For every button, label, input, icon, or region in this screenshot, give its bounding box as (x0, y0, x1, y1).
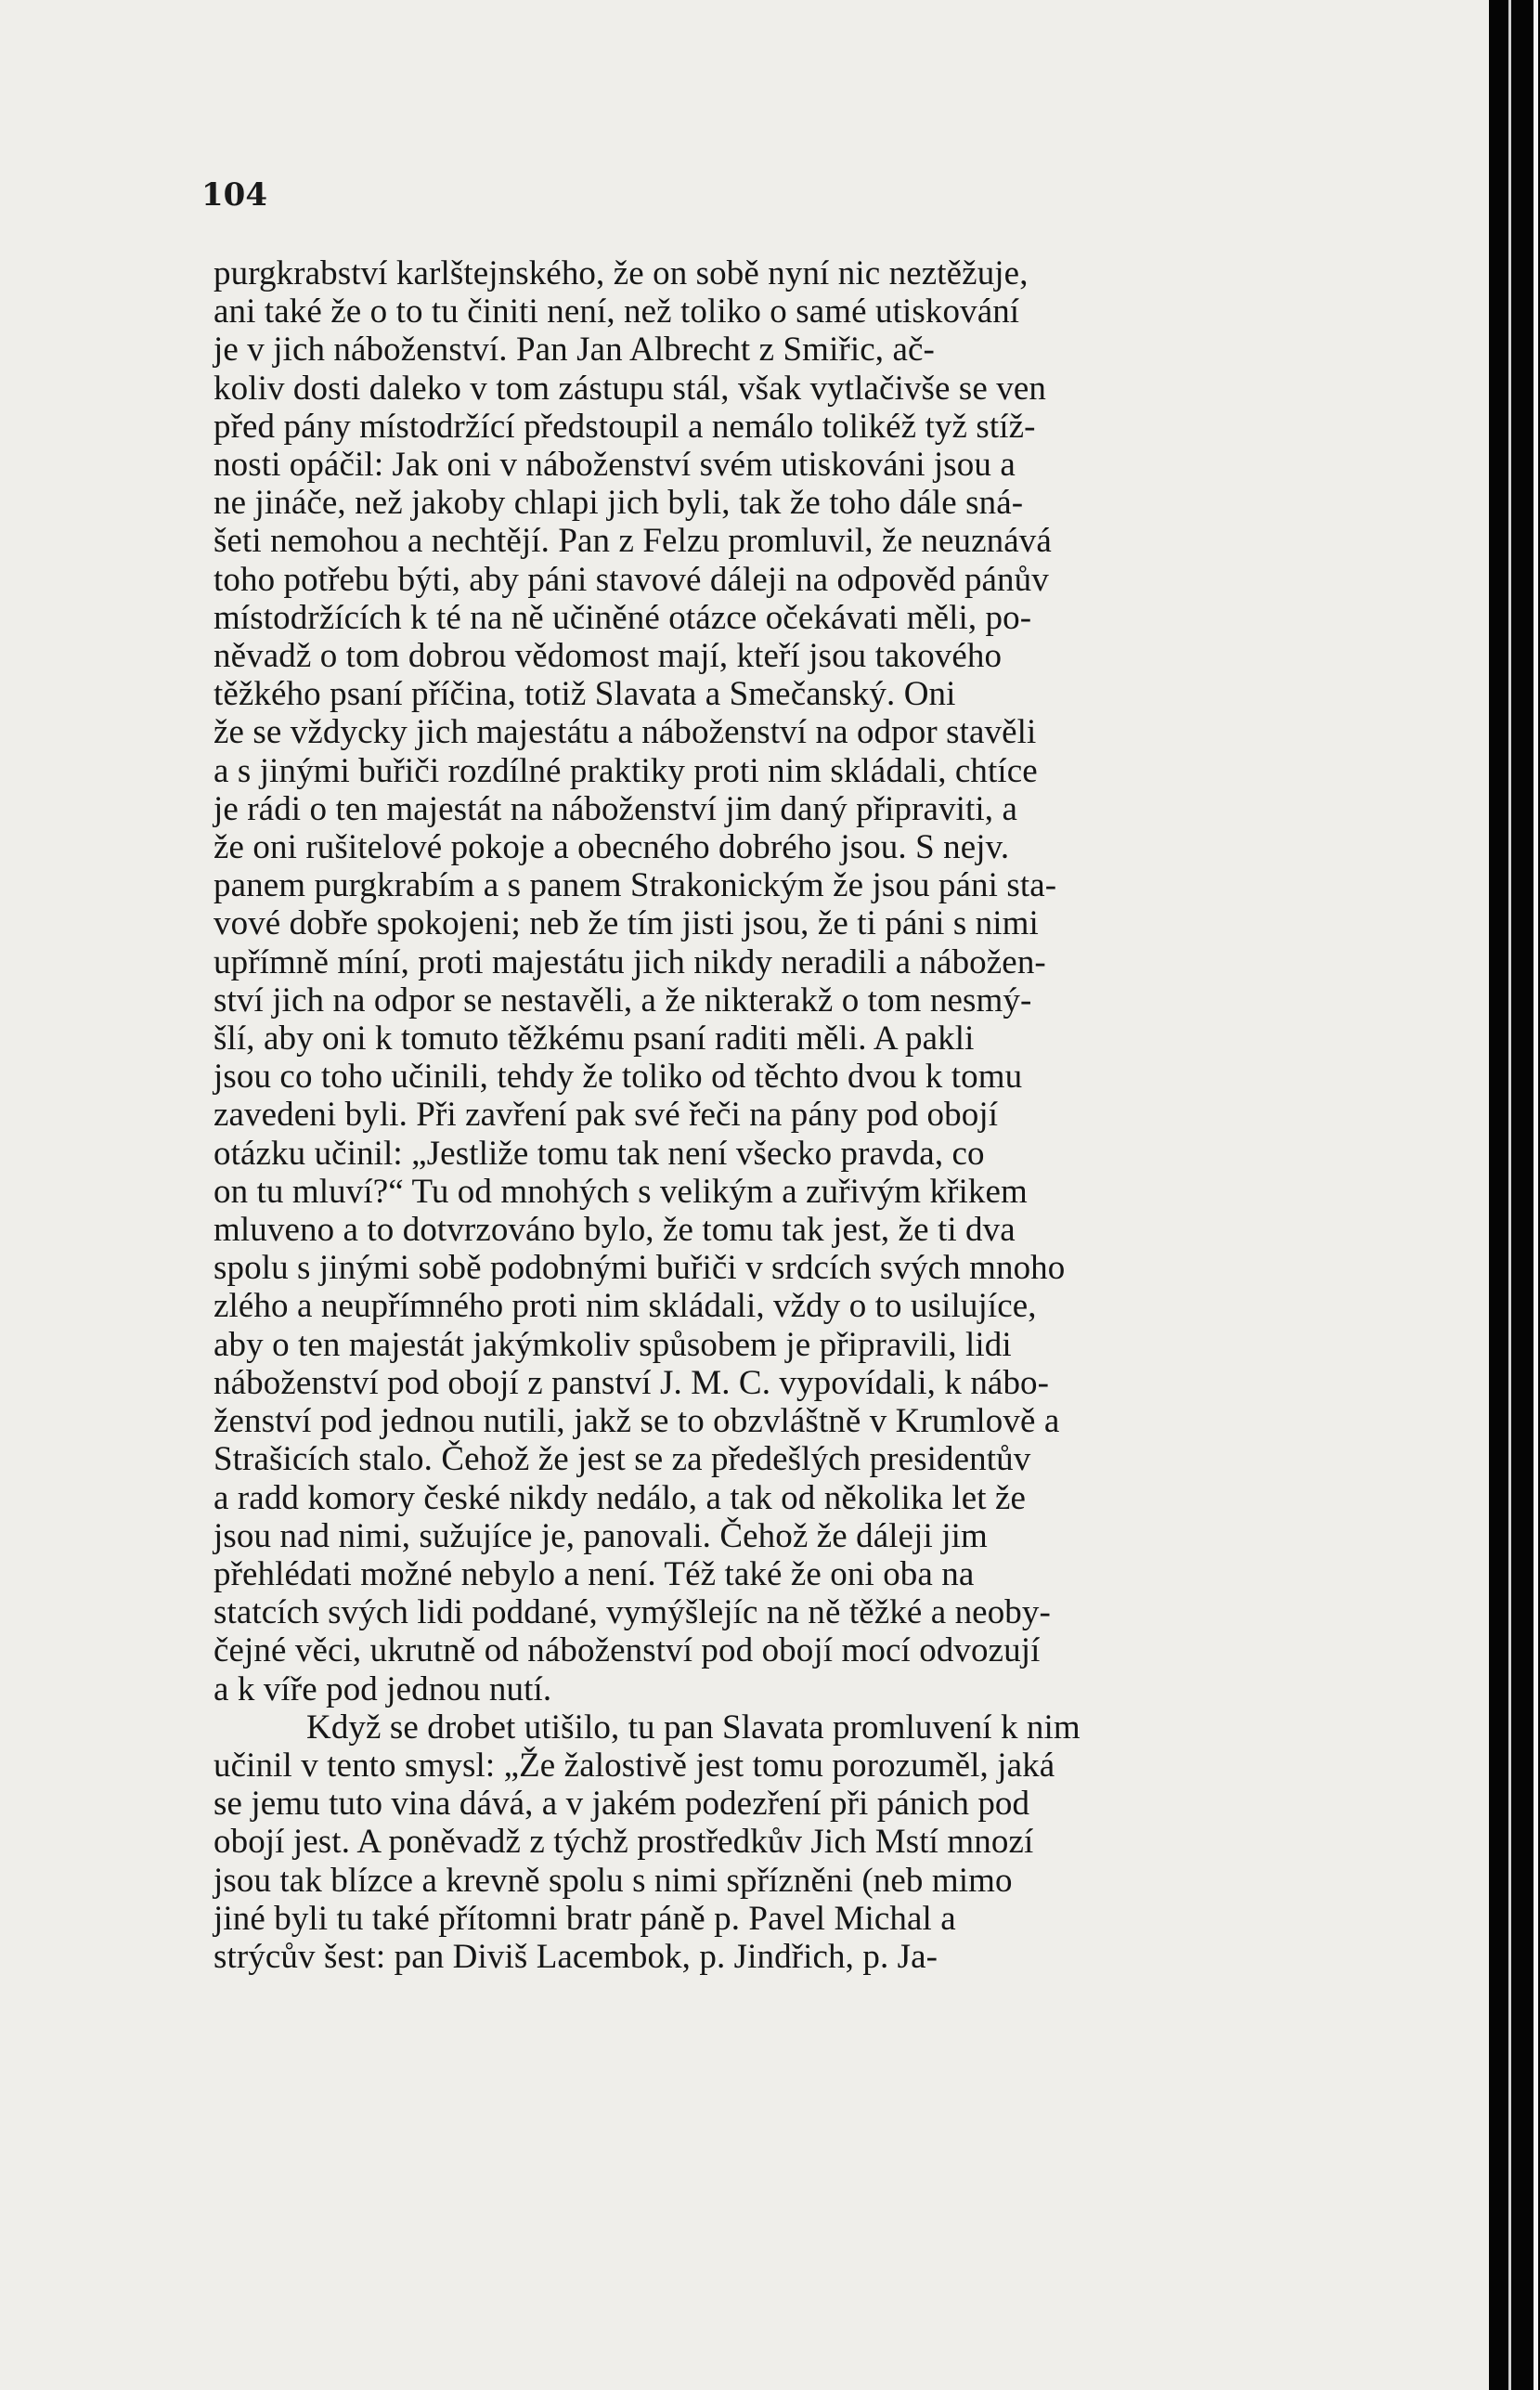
text-line: toho potřebu býti, aby páni stavové dáleji na odpověd pánův (214, 560, 1049, 599)
text-line: čejné věci, ukrutně od náboženství pod obojí mocí odvozují (214, 1631, 1041, 1670)
text-line: strýcův šest: pan Diviš Lacembok, p. Jindřich, p. Ja- (214, 1937, 938, 1976)
text-line: něvadž o tom dobrou vědomost mají, kteří jsou takového (214, 637, 1003, 676)
text-line: otázku učinil: „Jestliže tomu tak není všecko pravda, co (214, 1134, 985, 1173)
page-number: 104 (201, 176, 267, 214)
text-line: upřímně míní, proti majestátu jich nikdy neradili a nábožen- (214, 942, 1046, 981)
text-line: jiné byli tu také přítomni bratr páně p. Pavel Michal a (214, 1899, 956, 1938)
text-line: se jemu tuto vina dává, a v jakém podezření při pánich pod (214, 1785, 1030, 1824)
text-line: učinil v tento smysl: „Že žalostivě jest tomu porozuměl, jaká (214, 1746, 1055, 1785)
text-line: vové dobře spokojeni; neb že tím jisti jsou, že ti páni s nimi (214, 904, 1039, 943)
text-line: koliv dosti daleko v tom zástupu stál, však vytlačivše se ven (214, 369, 1047, 408)
text-line: před pány místodržící předstoupil a nemálo tolikéž tyž stíž- (214, 407, 1036, 446)
text-line: náboženství pod obojí z panství J. M. C. vypovídali, k nábo- (214, 1363, 1050, 1402)
text-line: statcích svých lidi poddané, vymýšlejíc na ně těžké a neoby- (214, 1593, 1051, 1632)
text-line: nosti opáčil: Jak oni v náboženství svém utiskováni jsou a (214, 446, 1016, 485)
text-line: zlého a neupřímného proti nim skládali, vždy o to usilujíce, (214, 1287, 1037, 1326)
text-line: a radd komory české nikdy nedálo, a tak od několika let že (214, 1478, 1026, 1517)
text-line: šeti nemohou a nechtějí. Pan z Felzu promluvil, že neuznává (214, 522, 1052, 561)
text-line: jsou tak blízce a krevně spolu s nimi spřízněni (neb mimo (214, 1861, 1013, 1900)
text-line: aby o ten majestát jakýmkoliv spůsobem je připravili, lidi (214, 1325, 1012, 1364)
text-line: je rádi o ten majestát na náboženství jim daný připraviti, a (214, 789, 1017, 828)
text-line: purgkrabství karlštejnského, že on sobě nyní nic neztěžuje, (214, 254, 1029, 292)
text-line: jsou nad nimi, sužujíce je, panovali. Čehož že dáleji jim (214, 1516, 988, 1555)
text-line: obojí jest. A poněvadž z týchž prostředkův Jich Mstí mnozí (214, 1823, 1034, 1862)
text-line: těžkého psaní příčina, totiž Slavata a Smečanský. Oni (214, 675, 956, 714)
text-line: spolu s jinými sobě podobnými buřiči v srdcích svých mnoho (214, 1249, 1066, 1288)
scan-edge-line (1534, 0, 1538, 2390)
text-line: ství jich na odpor se nestavěli, a že nikterakž o tom nesmý- (214, 981, 1032, 1020)
text-line: je v jich náboženství. Pan Jan Albrecht z Smiřic, ač- (214, 331, 935, 370)
text-line: ne jináče, než jakoby chlapi jich byli, tak že toho dále sná- (214, 484, 1024, 523)
text-line: Když se drobet utišilo, tu pan Slavata promluvení k nim (306, 1708, 1081, 1747)
text-line: přehlédati možné nebylo a není. Též také že oni oba na (214, 1554, 975, 1593)
text-line: a k víře pod jednou nutí. (214, 1669, 552, 1708)
text-line: jsou co toho učinili, tehdy že toliko od těchto dvou k tomu (214, 1058, 1023, 1097)
text-line: že se vždycky jich majestátu a náboženství na odpor stavěli (214, 713, 1037, 752)
text-line: zavedeni byli. Při zavření pak své řeči na pány pod obojí (214, 1096, 999, 1135)
body-text (214, 254, 1327, 1976)
text-line: a s jinými buřiči rozdílné praktiky proti nim skládali, chtíce (214, 751, 1038, 790)
text-line: panem purgkrabím a s panem Strakonickým že jsou páni sta- (214, 866, 1057, 905)
text-line: mluveno a to dotvrzováno bylo, že tomu tak jest, že ti dva (214, 1211, 1016, 1250)
text-line: šlí, aby oni k tomuto těžkému psaní raditi měli. A pakli (214, 1020, 975, 1059)
scan-edge-line (1508, 0, 1511, 2390)
text-line: místodržících k té na ně učiněné otázce očekávati měli, po- (214, 598, 1032, 637)
text-line: on tu mluví?“ Tu od mnohých s velikým a zuřivým křikem (214, 1172, 1028, 1211)
text-line: ani také že o to tu činiti není, než toliko o samé utiskování (214, 292, 1020, 331)
text-line: ženství pod jednou nutili, jakž se to obzvláštně v Krumlově a (214, 1402, 1060, 1441)
text-line: že oni rušitelové pokoje a obecného dobrého jsou. S nejv. (214, 828, 1010, 867)
scan-border (1489, 0, 1540, 2390)
text-line: Strašicích stalo. Čehož že jest se za předešlých presidentův (214, 1440, 1031, 1479)
